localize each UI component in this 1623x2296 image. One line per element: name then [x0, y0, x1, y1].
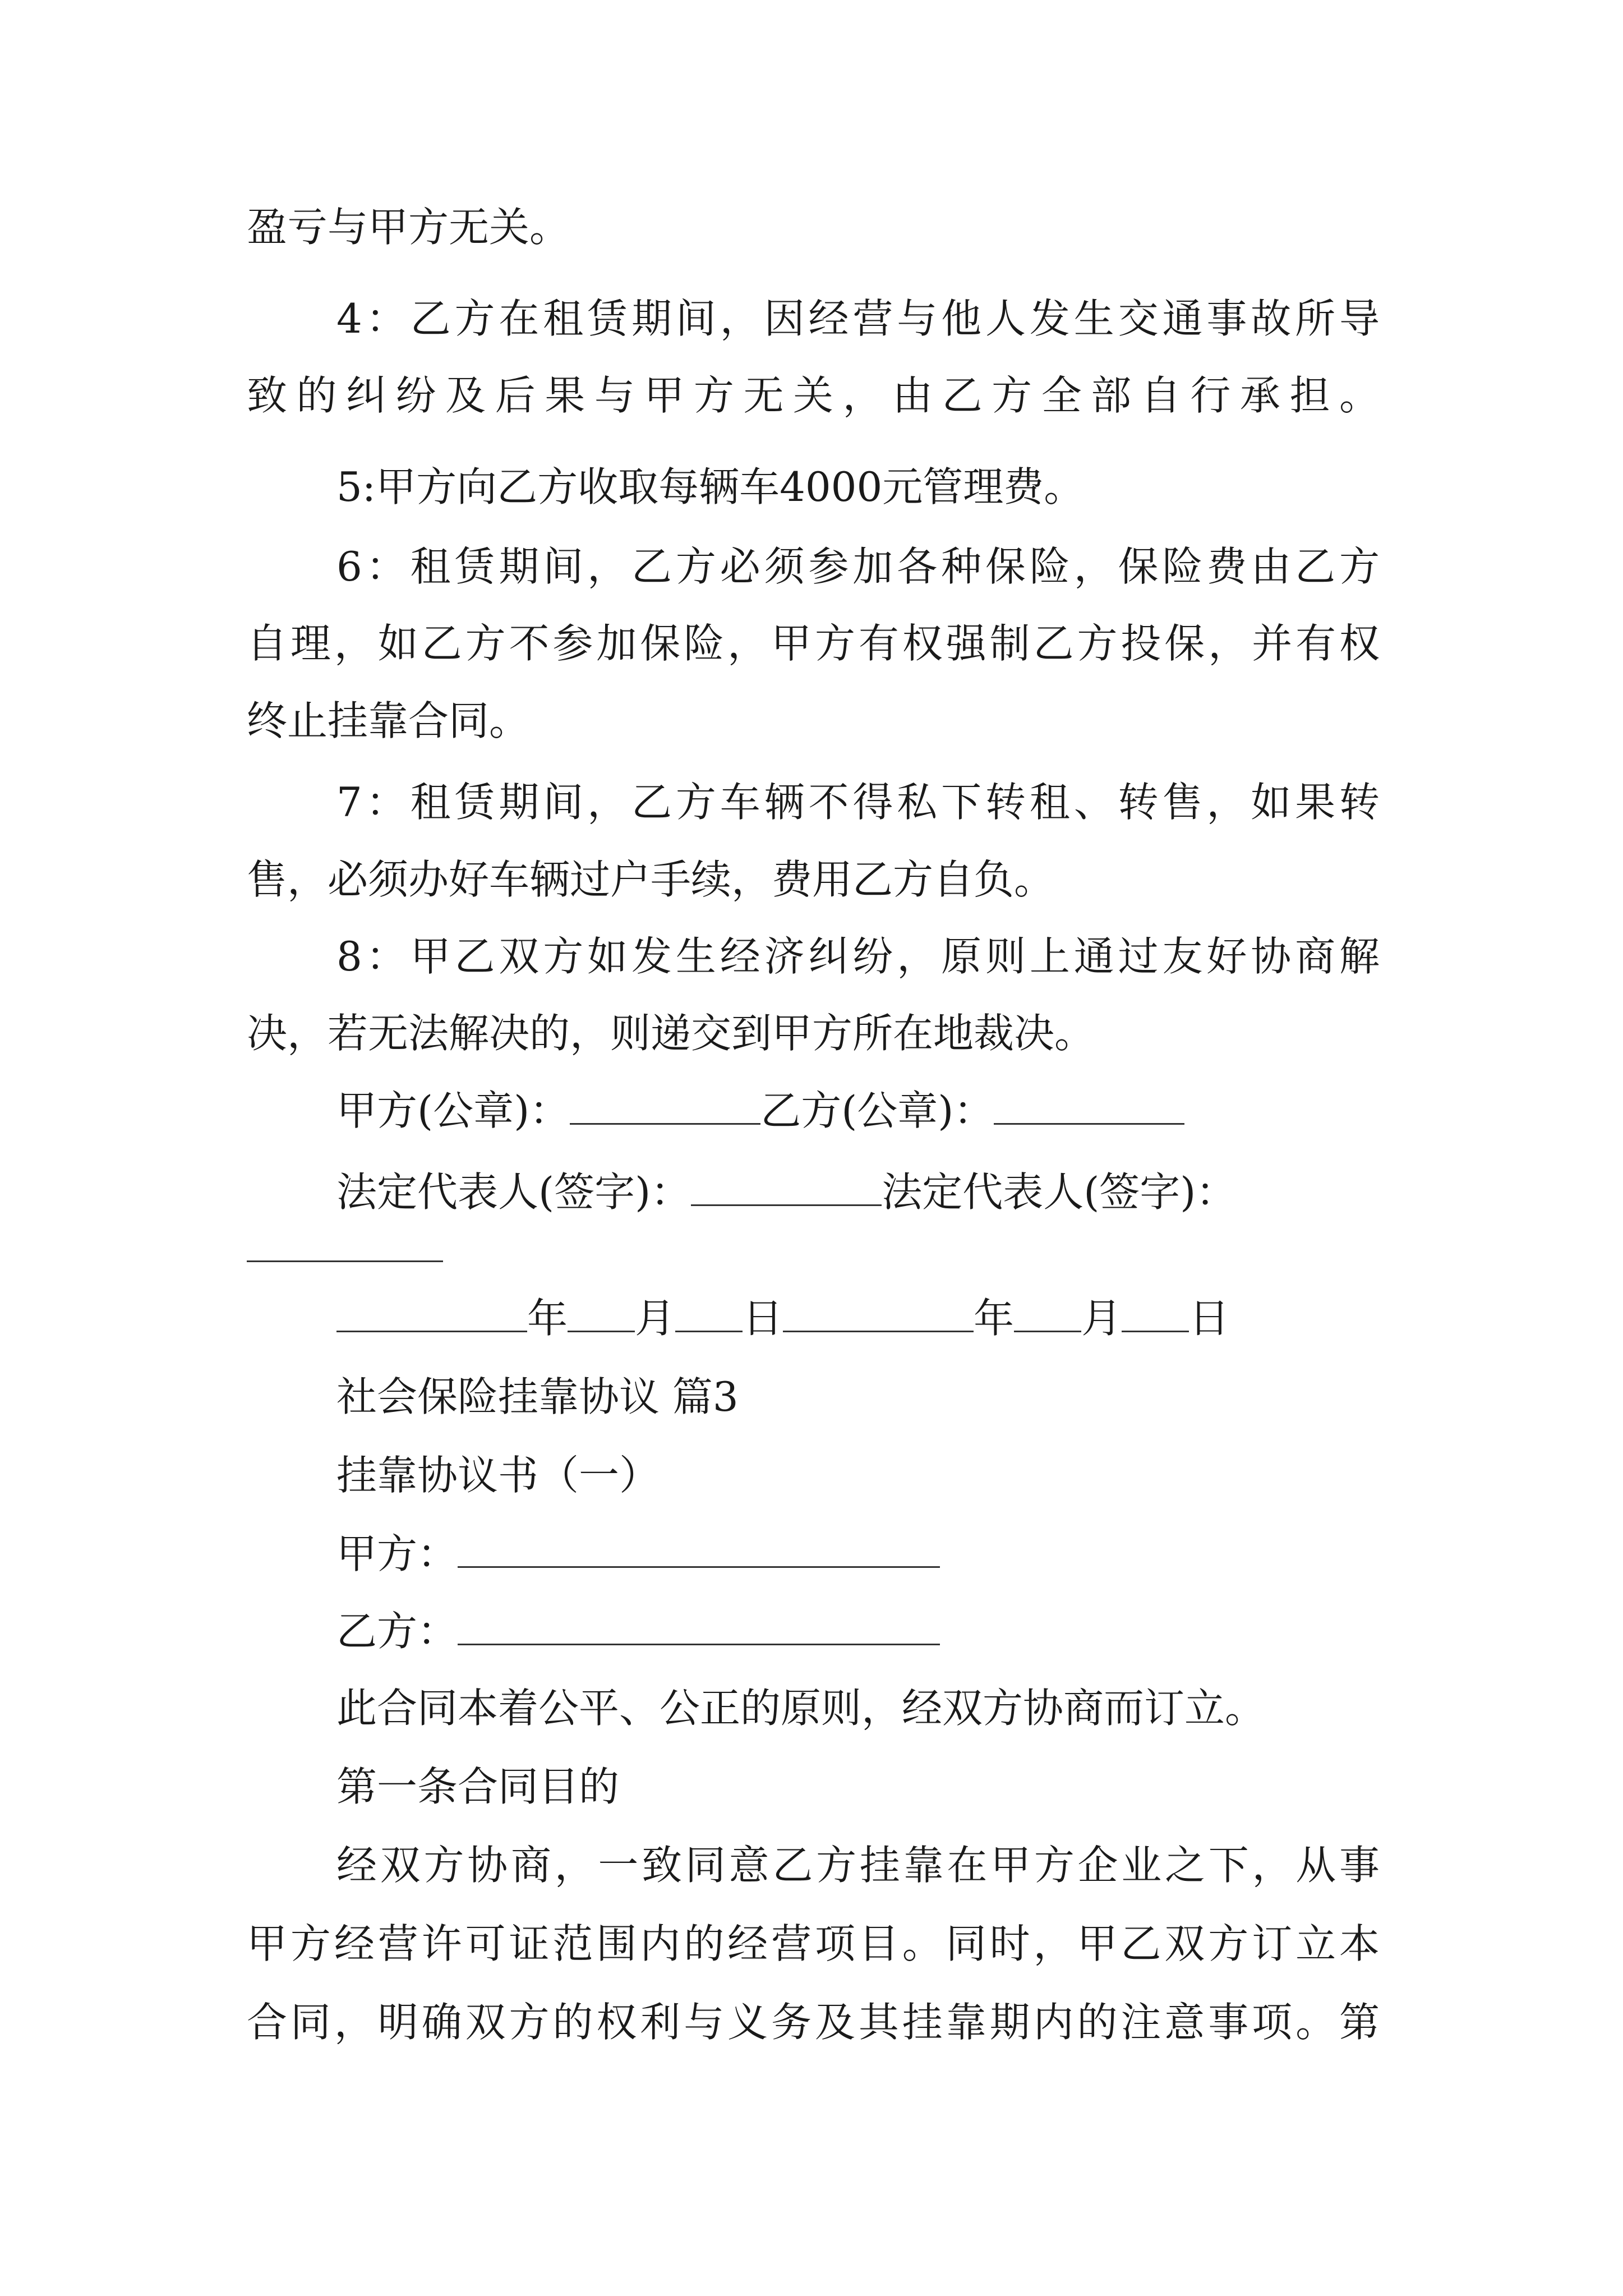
section-subtitle: 挂靠协议书（一）	[336, 1452, 660, 1499]
party-b-label: 乙方：	[336, 1608, 458, 1655]
month-a-label: 月	[635, 1295, 676, 1342]
year-b-label: 年	[974, 1295, 1015, 1342]
article-1-heading: 第一条合同目的	[336, 1763, 620, 1810]
clause-7-line-1: 7：租赁期间，乙方车辆不得私下转租、转售，如果转	[336, 779, 1380, 826]
party-b-seal-label: 乙方(公章)：	[760, 1087, 994, 1134]
clause-8-line-1: 8：甲乙双方如发生经济纠纷，原则上通过友好协商解	[336, 933, 1380, 980]
party-b-blank	[458, 1609, 940, 1645]
month-b-label: 月	[1081, 1295, 1122, 1342]
text-line: 盈亏与甲方无关。	[247, 204, 570, 251]
representative-row	[336, 1164, 1236, 1220]
intro-paragraph: 此合同本着公平、公正的原则，经双方协商而订立。	[336, 1685, 1266, 1732]
seal-row	[336, 1083, 1184, 1139]
clause-6-line-3: 终止挂靠合同。	[247, 697, 530, 744]
section-heading: 社会保险挂靠协议 篇3	[336, 1373, 739, 1420]
article-1-line-2: 甲方经营许可证范围内的经营项目。同时，甲乙双方订立本	[247, 1920, 1380, 1967]
party-a-blank	[458, 1531, 940, 1568]
clause-7-line-2: 售，必须办好车辆过户手续，费用乙方自负。	[247, 856, 1055, 903]
year-b-blank	[783, 1296, 974, 1332]
article-1-line-3: 合同，明确双方的权利与义务及其挂靠期内的注意事项。第	[247, 1999, 1380, 2046]
party-a-seal-label: 甲方(公章)：	[336, 1087, 570, 1134]
party-a-seal-blank	[570, 1088, 760, 1125]
date-row	[336, 1290, 1229, 1346]
party-b-seal-blank	[994, 1088, 1184, 1125]
clause-6-line-1: 6：租赁期间，乙方必须参加各种保险，保险费由乙方	[336, 543, 1380, 590]
clause-6-line-2: 自理，如乙方不参加保险，甲方有权强制乙方投保，并有权	[247, 620, 1380, 667]
month-a-blank	[568, 1296, 635, 1332]
day-a-label: 日	[743, 1295, 783, 1342]
year-a-label: 年	[527, 1295, 568, 1342]
month-b-blank	[1014, 1296, 1081, 1332]
rep-b-blank	[247, 1260, 443, 1262]
party-a-row	[336, 1526, 940, 1582]
clause-4-line-1: 4：乙方在租赁期间，因经营与他人发生交通事故所导	[336, 295, 1380, 342]
party-b-row	[336, 1603, 940, 1659]
clause-8-line-2: 决，若无法解决的，则递交到甲方所在地裁决。	[247, 1010, 1095, 1057]
clause-4-line-2: 致的纠纷及后果与甲方无关，由乙方全部自行承担。	[247, 372, 1380, 419]
article-1-line-1: 经双方协商，一致同意乙方挂靠在甲方企业之下，从事	[336, 1842, 1380, 1889]
day-a-blank	[675, 1296, 743, 1332]
day-b-blank	[1122, 1296, 1189, 1332]
rep-b-label: 法定代表人(签字)：	[882, 1168, 1237, 1216]
rep-a-blank	[691, 1170, 882, 1206]
day-b-label: 日	[1189, 1295, 1230, 1342]
year-a-blank	[336, 1296, 527, 1332]
clause-5: 5:甲方向乙方收取每辆车4000元管理费。	[336, 463, 1085, 510]
party-a-label: 甲方：	[336, 1530, 458, 1577]
rep-a-label: 法定代表人(签字)：	[336, 1168, 691, 1216]
